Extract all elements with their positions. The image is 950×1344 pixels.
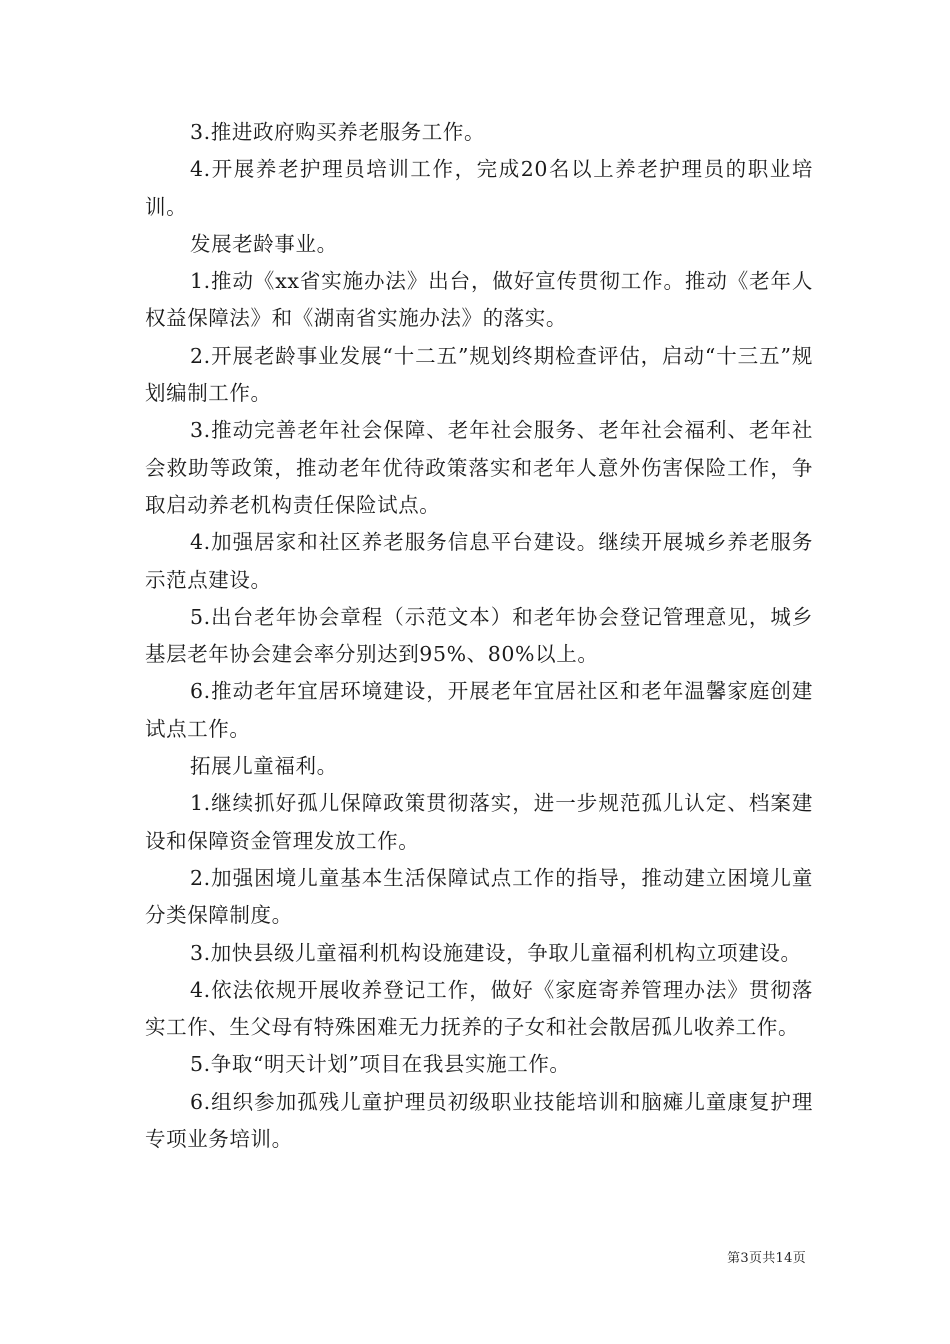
paragraph: 4.加强居家和社区养老服务信息平台建设。继续开展城乡养老服务示范点建设。 (145, 530, 813, 592)
paragraph: 2.加强困境儿童基本生活保障试点工作的指导，推动建立困境儿童分类保障制度。 (145, 865, 813, 928)
section-heading: 发展老龄事业。 (190, 231, 338, 256)
paragraph: 3.推动完善老年社会保障、老年社会服务、老年社会福利、老年社会救助等政策，推动老年优待政策落实和老年人意外伤害保险工作，争取启动养老机构责任保险试点。 (145, 418, 813, 517)
section-heading: 拓展儿童福利。 (190, 754, 338, 779)
paragraph: 4.开展养老护理员培训工作，完成20名以上养老护理员的职业培训。 (145, 157, 813, 219)
paragraph: 4.依法依规开展收养登记工作，做好《家庭寄养管理办法》贯彻落实工作、生父母有特殊困难无力抚养的子女和社会散居孤儿收养工作。 (145, 977, 813, 1040)
paragraph: 6.推动老年宜居环境建设，开展老年宜居社区和老年温馨家庭创建试点工作。 (145, 679, 813, 741)
paragraph: 3.加快县级儿童福利机构设施建设，争取儿童福利机构立项建设。 (190, 940, 802, 965)
document-body (145, 114, 813, 1158)
paragraph: 6.组织参加孤残儿童护理员初级职业技能培训和脑瘫儿童康复护理专项业务培训。 (145, 1089, 813, 1152)
paragraph: 1.继续抓好孤儿保障政策贯彻落实，进一步规范孤儿认定、档案建设和保障资金管理发放工作。 (145, 791, 813, 853)
paragraph: 5.出台老年协会章程（示范文本）和老年协会登记管理意见，城乡基层老年协会建会率分别达到95%、80%以上。 (145, 604, 813, 667)
paragraph: 5.争取“明天计划”项目在我县实施工作。 (190, 1052, 571, 1077)
paragraph: 1.推动《xx省实施办法》出台，做好宣传贯彻工作。推动《老年人权益保障法》和《湖南省实施办法》的落实。 (145, 269, 813, 331)
page-number: 第3页共14页 (727, 1251, 806, 1266)
paragraph: 3.推进政府购买养老服务工作。 (190, 120, 486, 144)
paragraph: 2.开展老龄事业发展“十二五”规划终期检查评估，启动“十三五”规划编制工作。 (145, 343, 813, 406)
